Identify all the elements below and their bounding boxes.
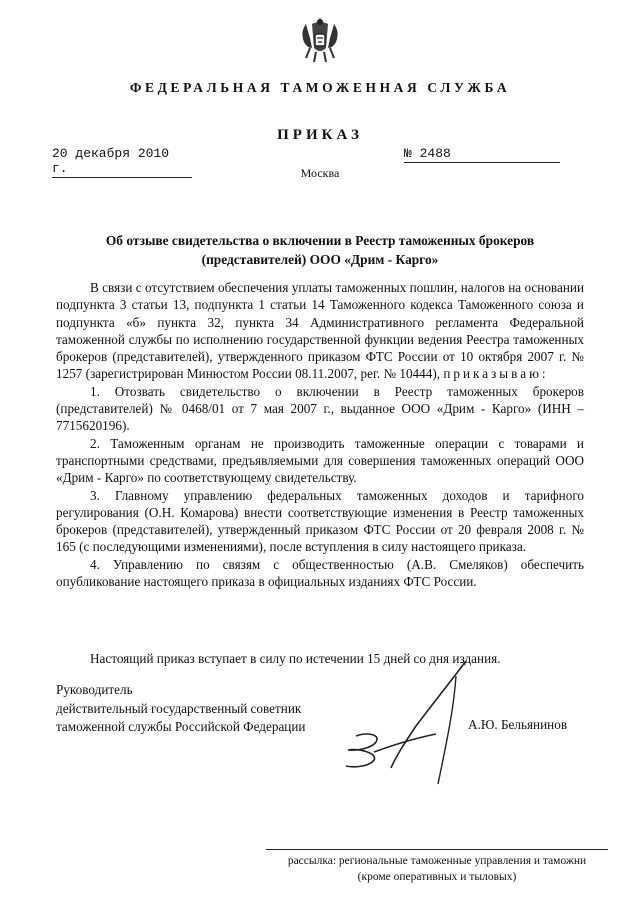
document-type: ПРИКАЗ: [277, 127, 363, 143]
signatory-title: [56, 681, 356, 737]
order-number: № 2488: [404, 146, 560, 163]
signatory-title-line1: Руководитель: [56, 682, 133, 697]
order-title: [60, 231, 580, 269]
distribution-divider: [266, 849, 608, 850]
distribution-list: [266, 853, 608, 885]
signatory-title-line2: действительный государственный советник: [56, 700, 302, 716]
intro-text: В связи с отсутствием обеспечения уплаты таможенных пошлин, налогов на основании подпункта 3 статьи 13, подпункта 1 статьи 14 Таможенного кодекса Таможенного союза и подпункта «б» пункта 32, пункта 34 Административного регламента Федеральной таможенной службы по исполнению государственной функции ведения Реестра таможенных брокеров (представителей), утвержденного приказом ФТС России от 10 октября 2007 г. № 1257 (зарегистрирован Минюстом России 08.11.2007, рег. № 10444),: [56, 280, 584, 382]
issue-city: Москва: [300, 166, 340, 180]
order-word: приказываю:: [443, 366, 549, 382]
order-item-3: 3. Главному управлению федеральных таможенных доходов и тарифного регулирования (О.Н. Комарова) внести соответствующие изменения в Реестр таможенных брокеров (представителей), утвержденный приказом ФТС России от 20 февраля 2008 г. № 165 (с последующими изменениями), после вступления в силу настоящего приказа.: [56, 487, 584, 555]
distribution-line2: (кроме оперативных и тыловых): [357, 871, 517, 883]
signatory-title-line3: таможенной службы Российской Федерации: [56, 719, 306, 734]
order-body: [56, 279, 584, 590]
distribution-line1: рассылка: региональные таможенные управления и таможни: [287, 855, 587, 867]
russian-coat-of-arms-icon: [298, 14, 342, 66]
order-item-4: 4. Управлению по связям с общественностью (А.В. Смеляков) обеспечить опубликование настоящего приказа в официальных изданиях ФТС России.: [56, 556, 584, 590]
agency-name: ФЕДЕРАЛЬНАЯ ТАМОЖЕННАЯ СЛУЖБА: [129, 80, 511, 95]
intro-paragraph: [56, 279, 584, 383]
signatory-name: А.Ю. Бельянинов: [468, 717, 568, 732]
order-date: 20 декабря 2010 г.: [52, 146, 192, 178]
effective-date-text: Настоящий приказ вступает в силу по истечении 15 дней со дня издания.: [90, 651, 501, 666]
order-title-line2: (представителей) ООО «Дрим - Карго»: [201, 252, 439, 267]
order-item-2: 2. Таможенным органам не производить таможенные операции с товарами и транспортными средствами, предъявляемыми для совершения таможенных операций ООО «Дрим - Карго» по соответствующему свидетельству.: [56, 435, 584, 486]
order-item-1: 1. Отозвать свидетельство о включении в Реестр таможенных брокеров (представителей) № 0468/01 от 7 мая 2007 г., выданное ООО «Дрим - Карго» (ИНН – 7715620196).: [56, 383, 584, 434]
order-title-line1: Об отзыве свидетельства о включении в Реестр таможенных брокеров: [105, 233, 535, 248]
